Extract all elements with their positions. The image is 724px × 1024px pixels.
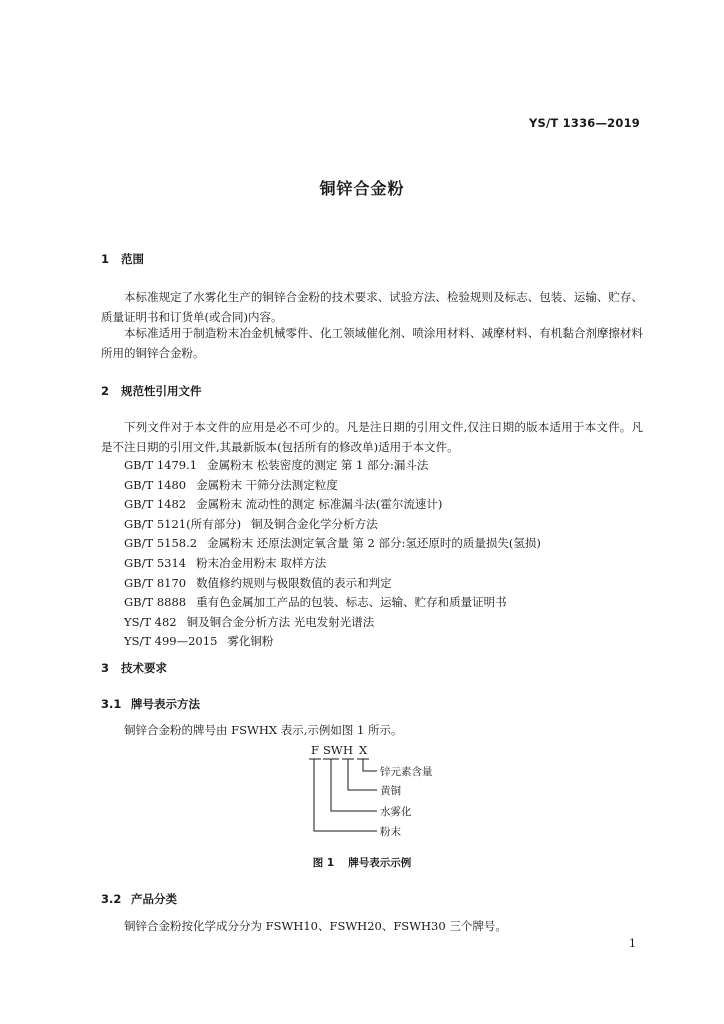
reference-title: 雾化铜粉 [227, 634, 274, 649]
reference-code: GB/T 8888 [124, 595, 187, 610]
label-water-atomized: 水雾化 [380, 806, 412, 818]
section-3-2-heading [101, 891, 177, 907]
subsection-number: 3.1 [101, 697, 122, 711]
label-brass: 黄铜 [380, 785, 401, 797]
reference-code: GB/T 5121(所有部分) [124, 516, 242, 531]
section-1-paragraph-1: 本标准规定了水雾化生产的铜锌合金粉的技术要求、试验方法、检验规则及标志、包装、运输、贮存、质量证明书和订货单(或合同)内容。 [101, 290, 643, 324]
reference-title: 铜及铜合金分析方法 光电发射光谱法 [186, 614, 375, 629]
section-1-paragraph-2: 本标准适用于制造粉末冶金机械零件、化工领域催化剂、喷涂用材料、减摩材料、有机黏合剂摩擦材料所用的铜锌合金粉。 [101, 326, 643, 360]
letter-sw: SW [323, 743, 343, 757]
section-title: 技术要求 [121, 661, 167, 675]
section-3-heading [101, 660, 167, 676]
section-title: 规范性引用文件 [121, 384, 202, 398]
reference-item [124, 574, 541, 594]
reference-item [124, 554, 541, 574]
connector-f [314, 759, 377, 831]
standard-number: YS/T 1336—2019 [529, 116, 640, 130]
label-zinc-content: 锌元素含量 [380, 766, 433, 778]
reference-code: GB/T 5158.2 [124, 536, 198, 551]
figure-caption-number: 图 1 [312, 857, 335, 869]
reference-item [124, 534, 541, 554]
connector-x [363, 759, 377, 771]
reference-item [124, 613, 541, 633]
reference-title: 金属粉末 还原法测定氧含量 第 2 部分:氢还原时的质量损失(氢损) [207, 536, 541, 551]
connector-sw [331, 759, 377, 811]
section-title: 范围 [121, 252, 144, 266]
reference-item [124, 515, 541, 535]
label-powder: 粉末 [380, 826, 401, 838]
document-title: 铜锌合金粉 [319, 179, 405, 198]
reference-title: 金属粉末 松装密度的测定 第 1 部分:漏斗法 [207, 458, 429, 472]
reference-item [124, 593, 541, 613]
figure-caption [0, 855, 724, 870]
section-1-heading [101, 251, 144, 267]
reference-code: GB/T 8170 [124, 575, 187, 590]
section-number: 2 [101, 384, 110, 398]
section-3-1-text: 铜锌合金粉的牌号由 FSWHX 表示,示例如图 1 所示。 [124, 723, 403, 737]
reference-code: GB/T 5314 [124, 555, 187, 570]
letter-h: H [343, 743, 354, 757]
designation-diagram [300, 742, 470, 840]
reference-code: GB/T 1482 [124, 497, 187, 512]
reference-code: GB/T 1479.1 [124, 458, 198, 472]
reference-title: 金属粉末 干筛分法测定粒度 [196, 477, 338, 492]
reference-title: 粉末冶金用粉末 取样方法 [196, 555, 327, 570]
reference-list [124, 456, 541, 652]
section-number: 3 [101, 661, 110, 675]
letter-f: F [311, 743, 319, 757]
reference-code: YS/T 499—2015 [124, 634, 218, 649]
section-number: 1 [101, 252, 110, 266]
subsection-title: 产品分类 [131, 892, 177, 906]
reference-code: GB/T 1480 [124, 477, 187, 492]
reference-item [124, 476, 541, 496]
reference-item [124, 632, 541, 652]
reference-code: YS/T 482 [124, 614, 177, 629]
page-number: 1 [629, 937, 636, 950]
reference-item [124, 495, 541, 515]
reference-title: 数值修约规则与极限数值的表示和判定 [196, 575, 392, 590]
reference-title: 铜及铜合金化学分析方法 [251, 516, 378, 531]
subsection-title: 牌号表示方法 [131, 697, 200, 711]
section-3-1-heading [101, 696, 200, 712]
reference-title: 重有色金属加工产品的包装、标志、运输、贮存和质量证明书 [196, 595, 507, 610]
section-2-intro: 下列文件对于本文件的应用是必不可少的。凡是注日期的引用文件,仅注日期的版本适用于本文件。凡是不注日期的引用文件,其最新版本(包括所有的修改单)适用于本文件。 [101, 420, 643, 454]
section-2-heading [101, 383, 202, 399]
figure-caption-text: 牌号表示示例 [348, 857, 412, 869]
subsection-number: 3.2 [101, 892, 122, 906]
section-3-2-text: 铜锌合金粉按化学成分分为 FSWH10、FSWH20、FSWH30 三个牌号。 [124, 919, 507, 933]
reference-item [124, 456, 541, 476]
letter-x: X [359, 743, 368, 757]
reference-title: 金属粉末 流动性的测定 标准漏斗法(霍尔流速计) [196, 497, 443, 512]
